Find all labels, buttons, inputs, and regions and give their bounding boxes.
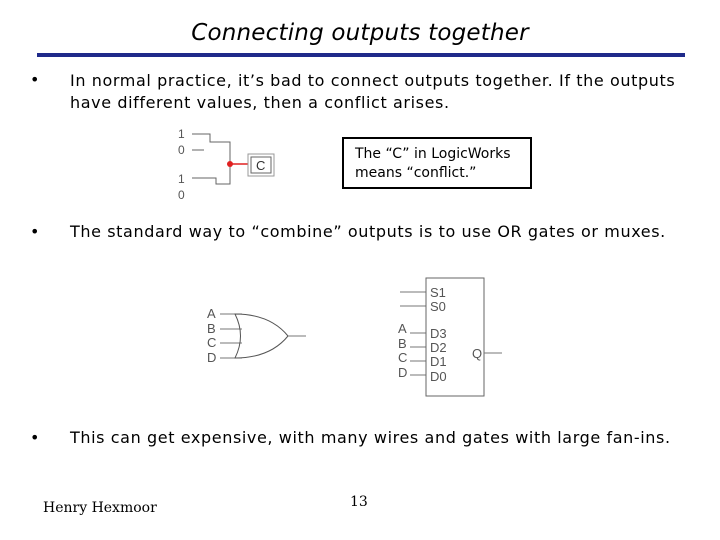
mux-outside-label-b: B xyxy=(398,336,407,351)
probe-conflict-label: C xyxy=(256,158,266,173)
or-input-label-a: A xyxy=(207,306,216,321)
mux-inside-label-d2: D2 xyxy=(430,340,447,355)
callout-line-2: means “conflict.” xyxy=(355,165,477,181)
slide-title: Connecting outputs together xyxy=(191,20,529,46)
signal2-low-label: 0 xyxy=(178,188,185,202)
mux-select-label-s0: S0 xyxy=(430,299,446,314)
bullet-2-text: The standard way to “combine” outputs is to use OR gates or muxes. xyxy=(70,222,666,241)
or-gate-diagram xyxy=(200,300,310,372)
mux-select-label-s1: S1 xyxy=(430,285,446,300)
callout-line-1: The “C” in LogicWorks xyxy=(355,146,511,162)
mux-outside-label-d: D xyxy=(398,365,408,380)
footer-author: Henry Hexmoor xyxy=(43,500,157,516)
mux-diagram xyxy=(392,272,512,400)
mux-outside-label-a: A xyxy=(398,321,407,336)
mux-output-label-q: Q xyxy=(472,346,483,361)
mux-inside-label-d3: D3 xyxy=(430,326,447,341)
conflict-junction-dot xyxy=(227,161,233,167)
mux-inside-label-d0: D0 xyxy=(430,369,447,384)
signal1-high-label: 1 xyxy=(178,127,185,141)
conflict-diagram xyxy=(170,122,290,202)
or-input-label-b: B xyxy=(207,321,216,336)
or-gate-body xyxy=(235,314,288,358)
title-divider xyxy=(37,53,685,57)
bullet-marker-2: • xyxy=(30,222,40,241)
mux-outside-label-c: C xyxy=(398,350,408,365)
signal1-wire xyxy=(204,134,230,164)
mux-inside-label-d1: D1 xyxy=(430,354,447,369)
signal1-waveform xyxy=(192,134,204,150)
signal1-low-label: 0 xyxy=(178,143,185,157)
signal2-high-label: 1 xyxy=(178,172,185,186)
bullet-marker-3: • xyxy=(30,428,40,447)
signal2-wire xyxy=(204,164,230,184)
or-input-label-c: C xyxy=(207,335,217,350)
or-input-label-d: D xyxy=(207,350,217,365)
bullet-3-text: This can get expensive, with many wires and gates with large fan-ins. xyxy=(70,428,671,447)
bullet-marker-1: • xyxy=(30,70,40,89)
bullet-1-text: In normal practice, it’s bad to connect outputs together. If the outputs have different values, then a conflict arises. xyxy=(70,71,676,112)
conflict-callout xyxy=(342,137,532,189)
page-number: 13 xyxy=(350,494,368,510)
